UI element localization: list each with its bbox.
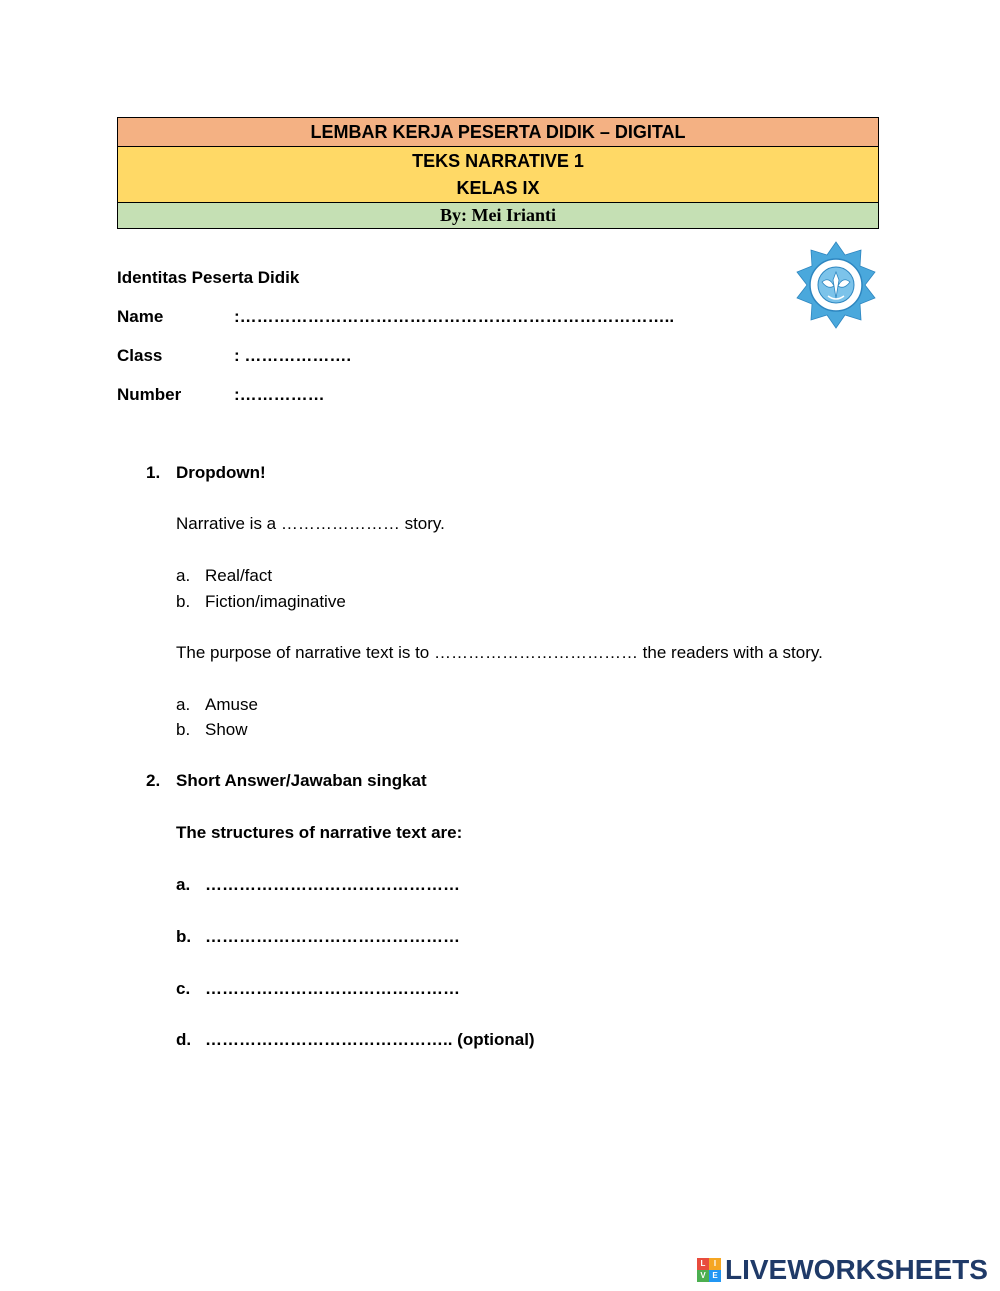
identity-heading: Identitas Peserta Didik [117,268,300,287]
q2-answer-b[interactable]: ……………………………………… [205,927,460,946]
school-emblem-icon [792,240,880,330]
name-field[interactable]: :………………………………………………………………….. [234,307,675,326]
q2-answer-a[interactable]: ……………………………………… [205,875,460,894]
q2-item-c-marker: c. [176,979,191,998]
icon-letter-e: E [709,1270,721,1282]
q2-prompt: The structures of narrative text are: [176,823,463,842]
q1-title: Dropdown! [176,463,266,482]
name-label: Name [117,307,164,326]
q2-number: 2. [146,771,161,790]
q1-s1-option-a: Real/fact [205,566,273,585]
q2-title: Short Answer/Jawaban singkat [176,771,427,790]
icon-letter-i: I [709,1258,721,1270]
class-field[interactable]: : ………………. [234,346,352,365]
q1-sentence-2[interactable]: The purpose of narrative text is to ……………………………… the readers with a story. [176,643,823,662]
q2-item-d-marker: d. [176,1030,192,1049]
subtitle-line-1: TEKS NARRATIVE 1 [412,151,584,171]
q2-answer-d[interactable]: …………………………………….. (optional) [205,1030,535,1049]
class-label: Class [117,346,163,365]
worksheet-title: LEMBAR KERJA PESERTA DIDIK – DIGITAL [118,118,878,147]
number-label: Number [117,385,182,404]
q1-s2-option-b-marker: b. [176,720,191,739]
header-table [117,117,879,229]
liveworksheets-icon [697,1258,721,1282]
icon-letter-v: V [697,1270,709,1282]
icon-letter-l: L [697,1258,709,1270]
q2-item-a-marker: a. [176,875,191,894]
number-field[interactable]: :…………… [234,385,325,404]
q1-number: 1. [146,463,161,482]
q1-s2-option-b: Show [205,720,248,739]
worksheet-subtitle [118,147,878,203]
q1-s2-option-a-marker: a. [176,695,191,714]
q1-s1-option-b: Fiction/imaginative [205,592,346,611]
q1-s1-option-b-marker: b. [176,592,191,611]
liveworksheets-wordmark: LIVEWORKSHEETS [725,1254,988,1285]
subtitle-line-2: KELAS IX [456,178,540,198]
q2-item-b-marker: b. [176,927,192,946]
q1-s1-option-a-marker: a. [176,566,191,585]
liveworksheets-logo [697,1255,988,1285]
q1-s2-option-a: Amuse [205,695,258,714]
q2-answer-c[interactable]: ……………………………………… [205,979,460,998]
author-line: By: Mei Irianti [118,203,878,228]
q1-sentence-1[interactable]: Narrative is a ………………… story. [176,514,445,533]
